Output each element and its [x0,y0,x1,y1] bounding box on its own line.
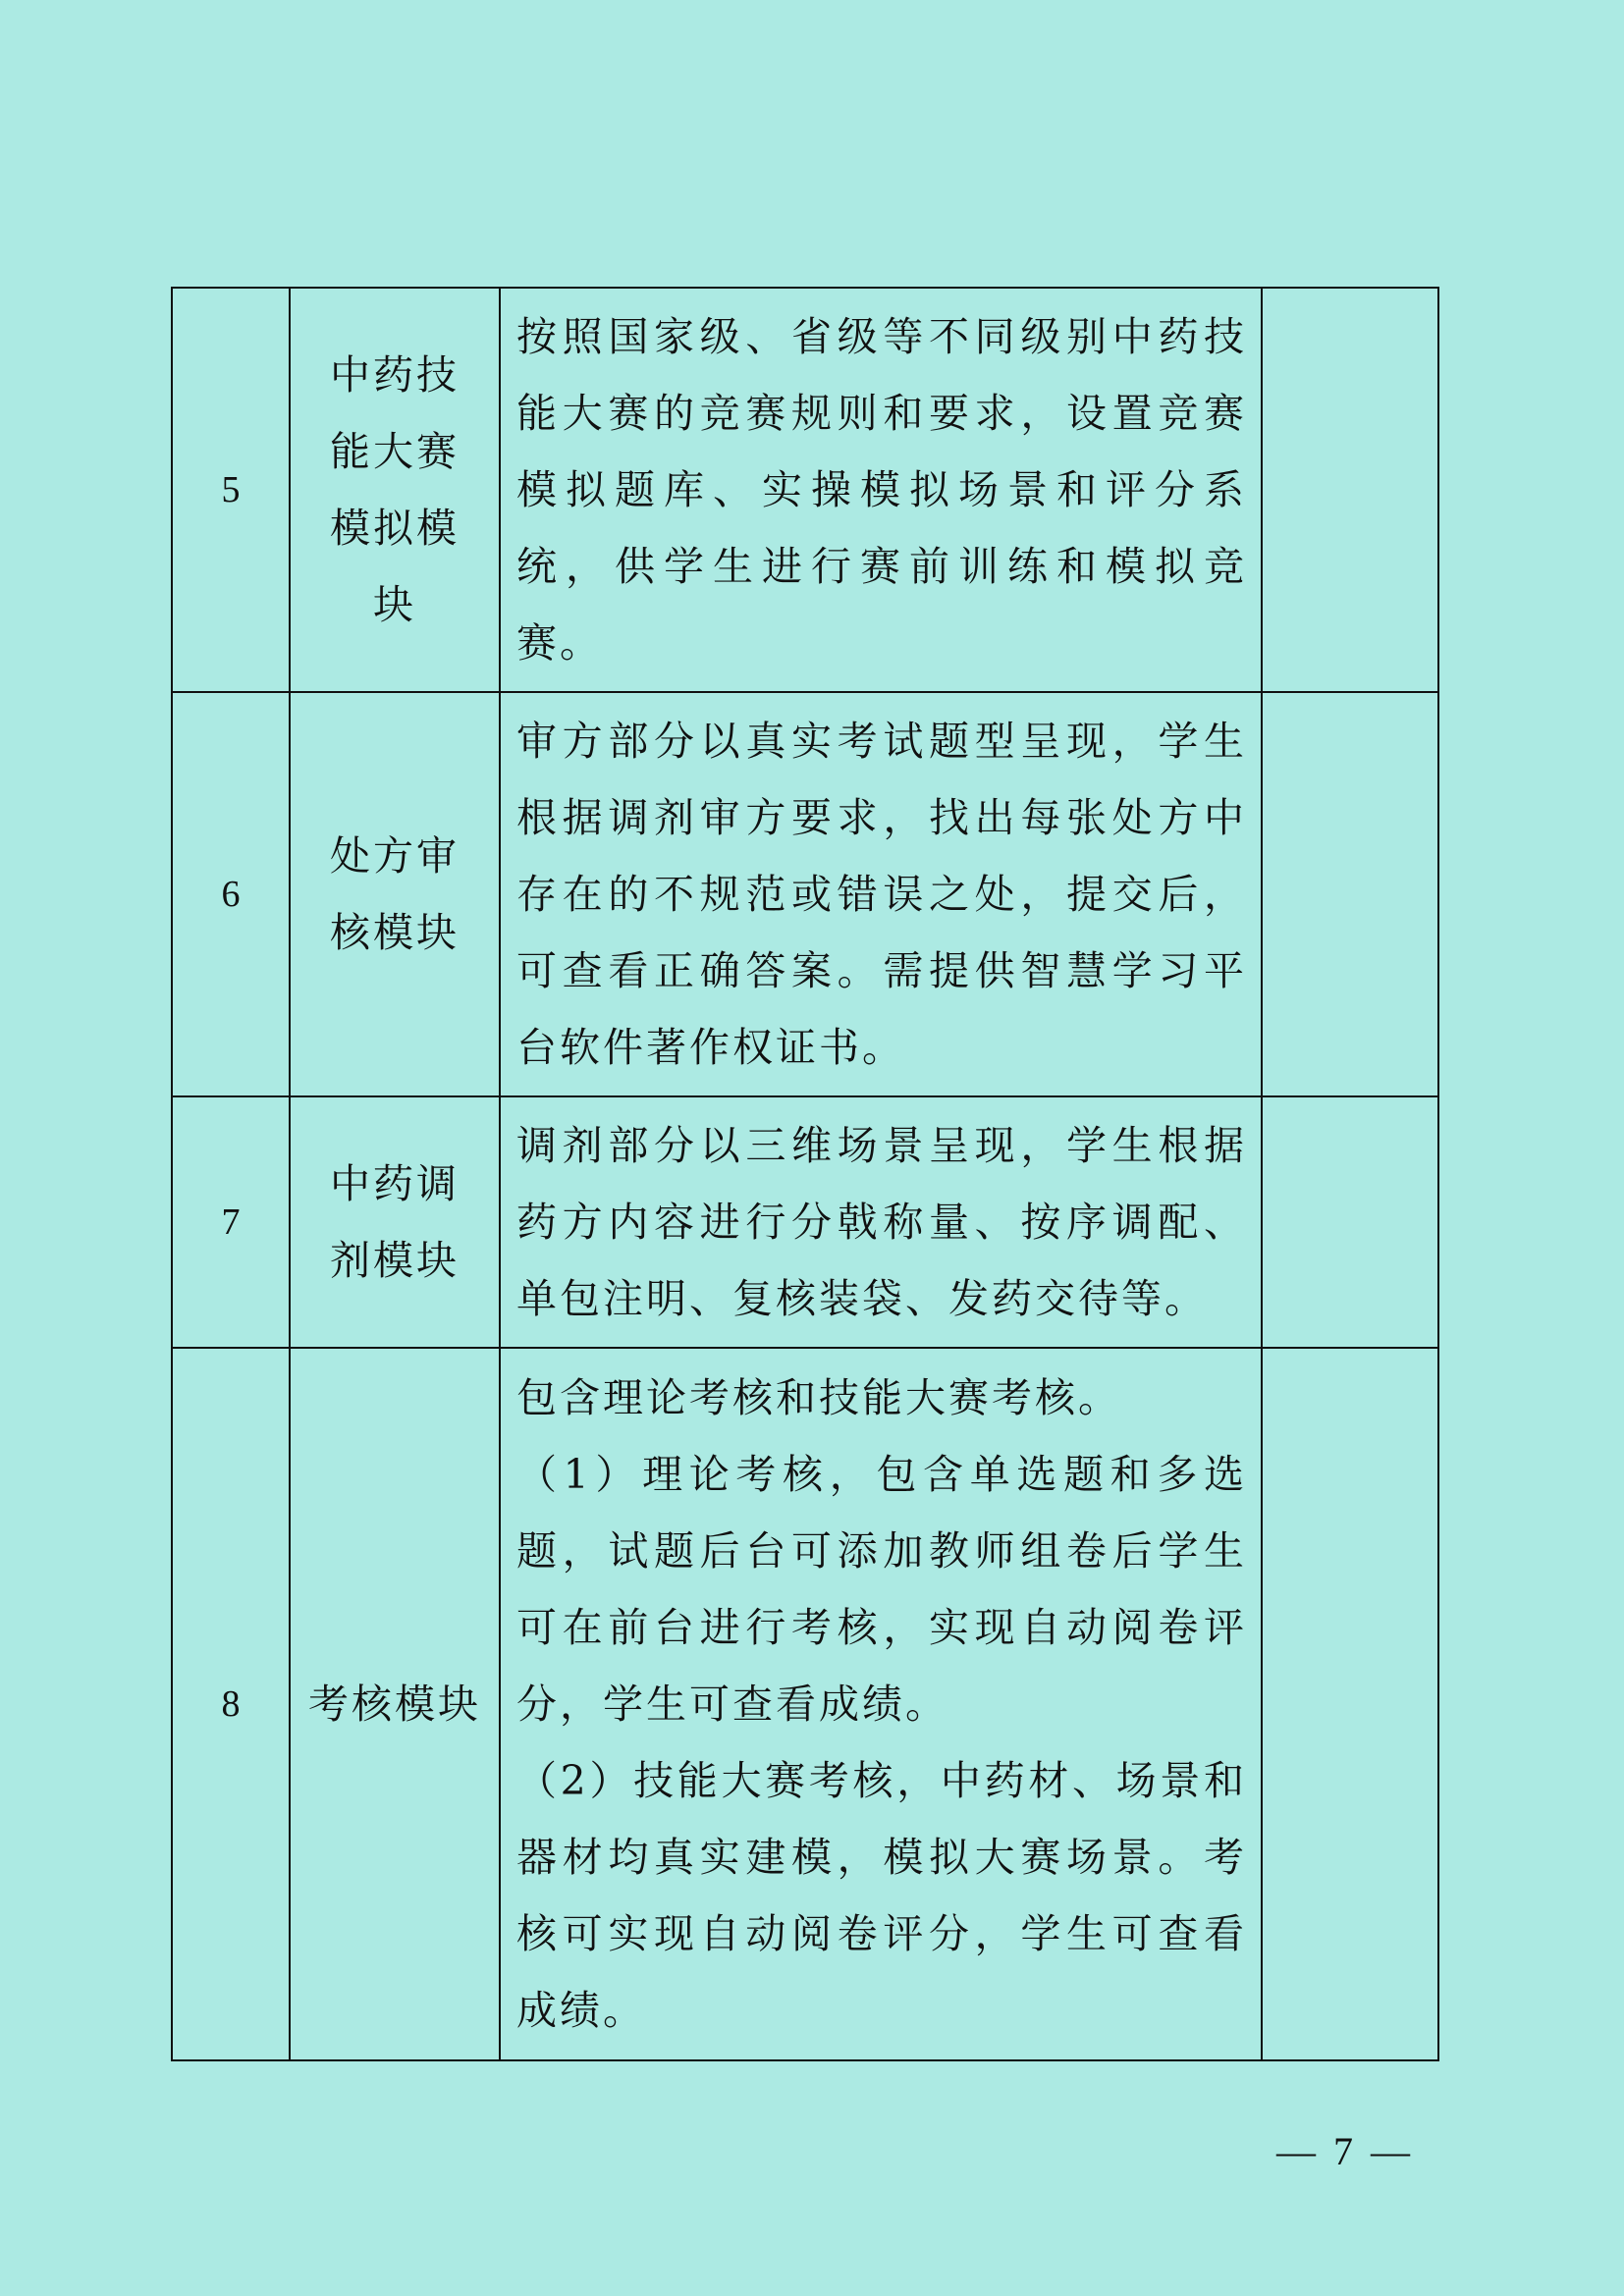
page-number: — 7 — [1276,2129,1414,2173]
description-paragraph: （2）技能大赛考核，中药材、场景和器材均真实建模，模拟大赛场景。考核可实现自动阅卷评分，学生可查看成绩。 [516,1757,1247,2034]
module-description [500,288,1262,692]
note-cell [1262,692,1438,1096]
module-description [500,1348,1262,2060]
row-number: 5 [172,288,290,692]
table-row [172,692,1438,1096]
description-paragraph: 包含理论考核和技能大赛考核。 [516,1374,1121,1421]
description-paragraph: （1）理论考核，包含单选题和多选题，试题后台可添加教师组卷后学生可在前台进行考核，实现自动阅卷评分，学生可查看成绩。 [516,1451,1247,1728]
note-cell [1262,1096,1438,1348]
row-number: 8 [172,1348,290,2060]
description-paragraph: 调剂部分以三维场景呈现，学生根据药方内容进行分戟称量、按序调配、单包注明、复核装袋、发药交待等。 [516,1122,1247,1322]
module-description [500,1096,1262,1348]
module-name: 中药技能大赛模拟模块 [290,288,500,692]
row-number: 7 [172,1096,290,1348]
description-paragraph: 审方部分以真实考试题型呈现，学生根据调剂审方要求，找出每张处方中存在的不规范或错误之处，提交后，可查看正确答案。需提供智慧学习平台软件著作权证书。 [516,718,1247,1071]
module-name: 中药调剂模块 [290,1096,500,1348]
note-cell [1262,1348,1438,2060]
table-row [172,1348,1438,2060]
spec-table [171,287,1439,2061]
description-paragraph: 按照国家级、省级等不同级别中药技能大赛的竞赛规则和要求，设置竞赛模拟题库、实操模拟场景和评分系统，供学生进行赛前训练和模拟竞赛。 [516,313,1247,667]
module-description [500,692,1262,1096]
table-row [172,1096,1438,1348]
module-name: 考核模块 [290,1348,500,2060]
note-cell [1262,288,1438,692]
table-row [172,288,1438,692]
row-number: 6 [172,692,290,1096]
module-name: 处方审核模块 [290,692,500,1096]
